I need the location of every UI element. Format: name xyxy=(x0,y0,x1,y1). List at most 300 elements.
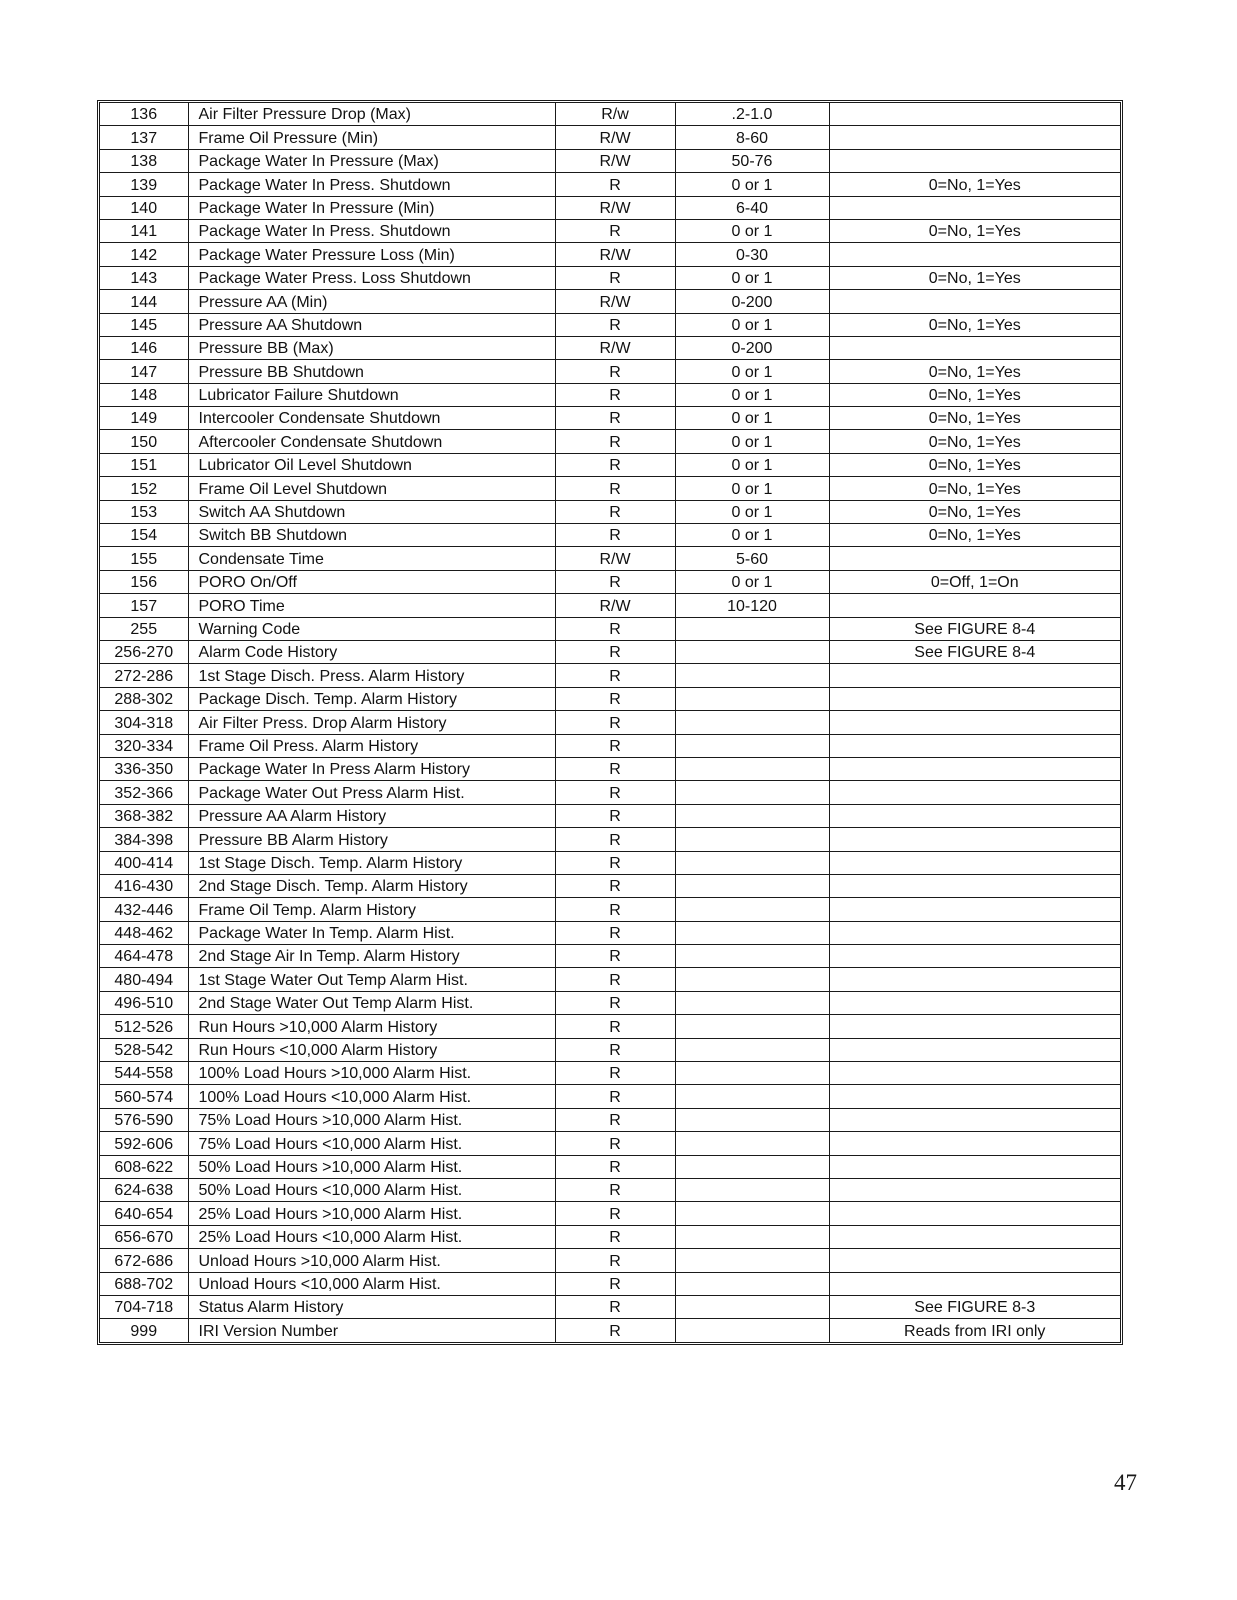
description-cell: Pressure AA Shutdown xyxy=(188,313,555,336)
table-row xyxy=(100,103,1120,126)
access-cell: R xyxy=(555,477,675,500)
register-cell: 496-510 xyxy=(100,991,188,1014)
description-cell: 100% Load Hours >10,000 Alarm Hist. xyxy=(188,1062,555,1085)
access-cell: R xyxy=(555,1038,675,1061)
table-row xyxy=(100,290,1120,313)
description-cell: 1st Stage Water Out Temp Alarm Hist. xyxy=(188,968,555,991)
register-cell: 272-286 xyxy=(100,664,188,687)
register-cell: 146 xyxy=(100,336,188,359)
access-cell: R xyxy=(555,968,675,991)
range-cell xyxy=(675,781,829,804)
notes-cell xyxy=(829,1225,1120,1248)
register-cell: 560-574 xyxy=(100,1085,188,1108)
description-cell: Run Hours >10,000 Alarm History xyxy=(188,1015,555,1038)
description-cell: Package Water Out Press Alarm Hist. xyxy=(188,781,555,804)
notes-cell xyxy=(829,336,1120,359)
notes-cell xyxy=(829,945,1120,968)
range-cell xyxy=(675,991,829,1014)
register-cell: 140 xyxy=(100,196,188,219)
table-row xyxy=(100,921,1120,944)
table-row xyxy=(100,173,1120,196)
register-cell: 145 xyxy=(100,313,188,336)
description-cell: Frame Oil Temp. Alarm History xyxy=(188,898,555,921)
access-cell: R/W xyxy=(555,243,675,266)
register-cell: 288-302 xyxy=(100,687,188,710)
notes-cell: 0=No, 1=Yes xyxy=(829,500,1120,523)
access-cell: R xyxy=(555,173,675,196)
description-cell: PORO On/Off xyxy=(188,570,555,593)
description-cell: 50% Load Hours >10,000 Alarm Hist. xyxy=(188,1155,555,1178)
register-cell: 448-462 xyxy=(100,921,188,944)
description-cell: Condensate Time xyxy=(188,547,555,570)
range-cell: 0 or 1 xyxy=(675,219,829,242)
register-cell: 416-430 xyxy=(100,874,188,897)
register-cell: 255 xyxy=(100,617,188,640)
register-cell: 141 xyxy=(100,219,188,242)
range-cell xyxy=(675,968,829,991)
register-cell: 592-606 xyxy=(100,1132,188,1155)
table-row xyxy=(100,1295,1120,1318)
register-cell: 528-542 xyxy=(100,1038,188,1061)
register-cell: 147 xyxy=(100,360,188,383)
access-cell: R/W xyxy=(555,126,675,149)
description-cell: Pressure AA Alarm History xyxy=(188,804,555,827)
description-cell: Air Filter Pressure Drop (Max) xyxy=(188,103,555,126)
table-row xyxy=(100,1272,1120,1295)
table-row xyxy=(100,1202,1120,1225)
table-row xyxy=(100,336,1120,359)
table-row xyxy=(100,407,1120,430)
access-cell: R xyxy=(555,1178,675,1201)
access-cell: R xyxy=(555,664,675,687)
table-row xyxy=(100,430,1120,453)
description-cell: 50% Load Hours <10,000 Alarm Hist. xyxy=(188,1178,555,1201)
table-row xyxy=(100,360,1120,383)
notes-cell xyxy=(829,149,1120,172)
access-cell: R xyxy=(555,781,675,804)
register-cell: 688-702 xyxy=(100,1272,188,1295)
description-cell: Frame Oil Level Shutdown xyxy=(188,477,555,500)
table-row xyxy=(100,640,1120,663)
description-cell: 2nd Stage Water Out Temp Alarm Hist. xyxy=(188,991,555,1014)
access-cell: R xyxy=(555,360,675,383)
table-row xyxy=(100,149,1120,172)
description-cell: Unload Hours >10,000 Alarm Hist. xyxy=(188,1249,555,1272)
access-cell: R xyxy=(555,1295,675,1318)
access-cell: R xyxy=(555,407,675,430)
register-cell: 464-478 xyxy=(100,945,188,968)
register-cell: 480-494 xyxy=(100,968,188,991)
register-cell: 156 xyxy=(100,570,188,593)
access-cell: R/W xyxy=(555,336,675,359)
register-cell: 139 xyxy=(100,173,188,196)
register-cell: 153 xyxy=(100,500,188,523)
access-cell: R xyxy=(555,1132,675,1155)
access-cell: R xyxy=(555,1202,675,1225)
range-cell xyxy=(675,1319,829,1342)
access-cell: R xyxy=(555,1155,675,1178)
range-cell: 5-60 xyxy=(675,547,829,570)
notes-cell: 0=No, 1=Yes xyxy=(829,313,1120,336)
notes-cell: 0=No, 1=Yes xyxy=(829,219,1120,242)
range-cell: 0 or 1 xyxy=(675,383,829,406)
table-row xyxy=(100,570,1120,593)
notes-cell xyxy=(829,1249,1120,1272)
table-row xyxy=(100,968,1120,991)
table-row xyxy=(100,383,1120,406)
register-cell: 149 xyxy=(100,407,188,430)
description-cell: Package Water In Pressure (Max) xyxy=(188,149,555,172)
access-cell: R xyxy=(555,1108,675,1131)
description-cell: IRI Version Number xyxy=(188,1319,555,1342)
range-cell: 10-120 xyxy=(675,594,829,617)
access-cell: R xyxy=(555,524,675,547)
notes-cell: 0=No, 1=Yes xyxy=(829,360,1120,383)
description-cell: Pressure AA (Min) xyxy=(188,290,555,313)
notes-cell xyxy=(829,1272,1120,1295)
access-cell: R xyxy=(555,1225,675,1248)
notes-cell xyxy=(829,1108,1120,1131)
notes-cell: 0=No, 1=Yes xyxy=(829,383,1120,406)
access-cell: R xyxy=(555,430,675,453)
notes-cell: 0=No, 1=Yes xyxy=(829,477,1120,500)
register-cell: 136 xyxy=(100,103,188,126)
access-cell: R xyxy=(555,921,675,944)
access-cell: R/W xyxy=(555,196,675,219)
notes-cell xyxy=(829,290,1120,313)
notes-cell xyxy=(829,711,1120,734)
range-cell: 0 or 1 xyxy=(675,430,829,453)
register-cell: 576-590 xyxy=(100,1108,188,1131)
range-cell: 0 or 1 xyxy=(675,477,829,500)
table-row xyxy=(100,453,1120,476)
notes-cell xyxy=(829,687,1120,710)
description-cell: Package Water Press. Loss Shutdown xyxy=(188,266,555,289)
register-cell: 432-446 xyxy=(100,898,188,921)
register-cell: 368-382 xyxy=(100,804,188,827)
register-cell: 138 xyxy=(100,149,188,172)
range-cell: 0 or 1 xyxy=(675,407,829,430)
notes-cell xyxy=(829,243,1120,266)
range-cell xyxy=(675,1085,829,1108)
notes-cell xyxy=(829,898,1120,921)
description-cell: Lubricator Failure Shutdown xyxy=(188,383,555,406)
table-row xyxy=(100,1178,1120,1201)
register-cell: 304-318 xyxy=(100,711,188,734)
description-cell: 100% Load Hours <10,000 Alarm Hist. xyxy=(188,1085,555,1108)
description-cell: Aftercooler Condensate Shutdown xyxy=(188,430,555,453)
register-cell: 157 xyxy=(100,594,188,617)
table-row xyxy=(100,524,1120,547)
description-cell: Run Hours <10,000 Alarm History xyxy=(188,1038,555,1061)
register-cell: 154 xyxy=(100,524,188,547)
access-cell: R xyxy=(555,687,675,710)
access-cell: R xyxy=(555,1062,675,1085)
access-cell: R xyxy=(555,757,675,780)
access-cell: R xyxy=(555,383,675,406)
range-cell xyxy=(675,687,829,710)
table-row xyxy=(100,945,1120,968)
table-row xyxy=(100,1249,1120,1272)
table-row xyxy=(100,757,1120,780)
register-table xyxy=(100,103,1120,1342)
register-cell: 144 xyxy=(100,290,188,313)
description-cell: Lubricator Oil Level Shutdown xyxy=(188,453,555,476)
notes-cell: 0=No, 1=Yes xyxy=(829,173,1120,196)
access-cell: R xyxy=(555,898,675,921)
table-row xyxy=(100,664,1120,687)
notes-cell xyxy=(829,1085,1120,1108)
description-cell: Package Water In Temp. Alarm Hist. xyxy=(188,921,555,944)
description-cell: Air Filter Press. Drop Alarm History xyxy=(188,711,555,734)
description-cell: Switch AA Shutdown xyxy=(188,500,555,523)
register-cell: 320-334 xyxy=(100,734,188,757)
register-cell: 152 xyxy=(100,477,188,500)
register-cell: 512-526 xyxy=(100,1015,188,1038)
table-row xyxy=(100,711,1120,734)
description-cell: Warning Code xyxy=(188,617,555,640)
description-cell: 2nd Stage Air In Temp. Alarm History xyxy=(188,945,555,968)
range-cell: 0 or 1 xyxy=(675,266,829,289)
range-cell xyxy=(675,1202,829,1225)
register-cell: 143 xyxy=(100,266,188,289)
table-row xyxy=(100,500,1120,523)
range-cell: 0-200 xyxy=(675,336,829,359)
description-cell: PORO Time xyxy=(188,594,555,617)
table-row xyxy=(100,804,1120,827)
description-cell: Intercooler Condensate Shutdown xyxy=(188,407,555,430)
range-cell xyxy=(675,1108,829,1131)
range-cell xyxy=(675,1155,829,1178)
notes-cell xyxy=(829,1062,1120,1085)
notes-cell xyxy=(829,734,1120,757)
register-cell: 155 xyxy=(100,547,188,570)
register-cell: 150 xyxy=(100,430,188,453)
table-row xyxy=(100,219,1120,242)
access-cell: R xyxy=(555,1319,675,1342)
access-cell: R xyxy=(555,1015,675,1038)
range-cell: 0 or 1 xyxy=(675,453,829,476)
access-cell: R xyxy=(555,851,675,874)
description-cell: Unload Hours <10,000 Alarm Hist. xyxy=(188,1272,555,1295)
notes-cell xyxy=(829,103,1120,126)
range-cell xyxy=(675,664,829,687)
notes-cell xyxy=(829,1155,1120,1178)
access-cell: R/w xyxy=(555,103,675,126)
table-row xyxy=(100,547,1120,570)
table-row xyxy=(100,1085,1120,1108)
table-row xyxy=(100,1038,1120,1061)
table-row xyxy=(100,828,1120,851)
description-cell: Pressure BB Alarm History xyxy=(188,828,555,851)
range-cell xyxy=(675,828,829,851)
description-cell: Frame Oil Press. Alarm History xyxy=(188,734,555,757)
range-cell: 0 or 1 xyxy=(675,524,829,547)
description-cell: Pressure BB (Max) xyxy=(188,336,555,359)
access-cell: R xyxy=(555,617,675,640)
register-cell: 384-398 xyxy=(100,828,188,851)
table-row xyxy=(100,313,1120,336)
table-row xyxy=(100,594,1120,617)
table-row xyxy=(100,874,1120,897)
access-cell: R xyxy=(555,453,675,476)
range-cell xyxy=(675,757,829,780)
description-cell: 25% Load Hours <10,000 Alarm Hist. xyxy=(188,1225,555,1248)
table-row xyxy=(100,1319,1120,1342)
table-row xyxy=(100,243,1120,266)
notes-cell xyxy=(829,1038,1120,1061)
range-cell xyxy=(675,851,829,874)
table-row xyxy=(100,1225,1120,1248)
range-cell xyxy=(675,1132,829,1155)
range-cell xyxy=(675,1038,829,1061)
access-cell: R xyxy=(555,991,675,1014)
range-cell xyxy=(675,874,829,897)
range-cell xyxy=(675,804,829,827)
notes-cell: Reads from IRI only xyxy=(829,1319,1120,1342)
register-cell: 256-270 xyxy=(100,640,188,663)
notes-cell xyxy=(829,126,1120,149)
notes-cell xyxy=(829,851,1120,874)
register-cell: 672-686 xyxy=(100,1249,188,1272)
register-cell: 400-414 xyxy=(100,851,188,874)
access-cell: R/W xyxy=(555,547,675,570)
table-row xyxy=(100,991,1120,1014)
range-cell: .2-1.0 xyxy=(675,103,829,126)
notes-cell: 0=No, 1=Yes xyxy=(829,453,1120,476)
register-cell: 999 xyxy=(100,1319,188,1342)
table-row xyxy=(100,477,1120,500)
description-cell: Package Water In Pressure (Min) xyxy=(188,196,555,219)
range-cell xyxy=(675,640,829,663)
notes-cell: See FIGURE 8-3 xyxy=(829,1295,1120,1318)
range-cell: 0 or 1 xyxy=(675,570,829,593)
notes-cell: See FIGURE 8-4 xyxy=(829,617,1120,640)
table-row xyxy=(100,1015,1120,1038)
range-cell xyxy=(675,1272,829,1295)
description-cell: 25% Load Hours >10,000 Alarm Hist. xyxy=(188,1202,555,1225)
range-cell: 0-200 xyxy=(675,290,829,313)
access-cell: R xyxy=(555,570,675,593)
access-cell: R xyxy=(555,1272,675,1295)
table-row xyxy=(100,1108,1120,1131)
range-cell xyxy=(675,1178,829,1201)
description-cell: 1st Stage Disch. Temp. Alarm History xyxy=(188,851,555,874)
description-cell: Frame Oil Pressure (Min) xyxy=(188,126,555,149)
access-cell: R xyxy=(555,313,675,336)
notes-cell xyxy=(829,828,1120,851)
register-cell: 608-622 xyxy=(100,1155,188,1178)
range-cell xyxy=(675,921,829,944)
range-cell: 50-76 xyxy=(675,149,829,172)
notes-cell xyxy=(829,991,1120,1014)
access-cell: R/W xyxy=(555,290,675,313)
description-cell: Switch BB Shutdown xyxy=(188,524,555,547)
range-cell xyxy=(675,945,829,968)
notes-cell: See FIGURE 8-4 xyxy=(829,640,1120,663)
register-table-frame xyxy=(97,100,1123,1345)
register-cell: 640-654 xyxy=(100,1202,188,1225)
table-row xyxy=(100,1062,1120,1085)
access-cell: R xyxy=(555,266,675,289)
range-cell: 6-40 xyxy=(675,196,829,219)
table-row xyxy=(100,126,1120,149)
access-cell: R/W xyxy=(555,594,675,617)
table-row xyxy=(100,851,1120,874)
description-cell: 2nd Stage Disch. Temp. Alarm History xyxy=(188,874,555,897)
description-cell: Package Water In Press Alarm History xyxy=(188,757,555,780)
access-cell: R xyxy=(555,219,675,242)
access-cell: R xyxy=(555,500,675,523)
notes-cell xyxy=(829,1178,1120,1201)
access-cell: R xyxy=(555,828,675,851)
range-cell xyxy=(675,1062,829,1085)
range-cell: 0 or 1 xyxy=(675,173,829,196)
range-cell xyxy=(675,1295,829,1318)
description-cell: Package Water In Press. Shutdown xyxy=(188,219,555,242)
table-row xyxy=(100,1155,1120,1178)
notes-cell xyxy=(829,547,1120,570)
range-cell: 0 or 1 xyxy=(675,313,829,336)
notes-cell xyxy=(829,968,1120,991)
register-cell: 151 xyxy=(100,453,188,476)
notes-cell xyxy=(829,1015,1120,1038)
access-cell: R xyxy=(555,640,675,663)
access-cell: R xyxy=(555,804,675,827)
access-cell: R xyxy=(555,945,675,968)
notes-cell xyxy=(829,874,1120,897)
description-cell: 1st Stage Disch. Press. Alarm History xyxy=(188,664,555,687)
notes-cell xyxy=(829,594,1120,617)
access-cell: R xyxy=(555,734,675,757)
notes-cell xyxy=(829,757,1120,780)
register-table-body xyxy=(100,103,1120,1342)
notes-cell: 0=No, 1=Yes xyxy=(829,430,1120,453)
notes-cell: 0=No, 1=Yes xyxy=(829,524,1120,547)
table-row xyxy=(100,898,1120,921)
description-cell: Package Disch. Temp. Alarm History xyxy=(188,687,555,710)
range-cell xyxy=(675,617,829,640)
register-cell: 336-350 xyxy=(100,757,188,780)
notes-cell: 0=Off, 1=On xyxy=(829,570,1120,593)
register-cell: 544-558 xyxy=(100,1062,188,1085)
description-cell: 75% Load Hours >10,000 Alarm Hist. xyxy=(188,1108,555,1131)
range-cell xyxy=(675,711,829,734)
description-cell: 75% Load Hours <10,000 Alarm Hist. xyxy=(188,1132,555,1155)
notes-cell xyxy=(829,664,1120,687)
register-cell: 704-718 xyxy=(100,1295,188,1318)
access-cell: R xyxy=(555,874,675,897)
notes-cell xyxy=(829,1132,1120,1155)
table-row xyxy=(100,734,1120,757)
table-row xyxy=(100,1132,1120,1155)
description-cell: Package Water Pressure Loss (Min) xyxy=(188,243,555,266)
register-cell: 137 xyxy=(100,126,188,149)
register-cell: 142 xyxy=(100,243,188,266)
access-cell: R/W xyxy=(555,149,675,172)
range-cell: 8-60 xyxy=(675,126,829,149)
register-cell: 624-638 xyxy=(100,1178,188,1201)
notes-cell xyxy=(829,921,1120,944)
range-cell xyxy=(675,734,829,757)
range-cell xyxy=(675,1249,829,1272)
notes-cell: 0=No, 1=Yes xyxy=(829,266,1120,289)
register-cell: 352-366 xyxy=(100,781,188,804)
description-cell: Package Water In Press. Shutdown xyxy=(188,173,555,196)
page-number: 47 xyxy=(1114,1470,1137,1495)
access-cell: R xyxy=(555,711,675,734)
register-cell: 148 xyxy=(100,383,188,406)
